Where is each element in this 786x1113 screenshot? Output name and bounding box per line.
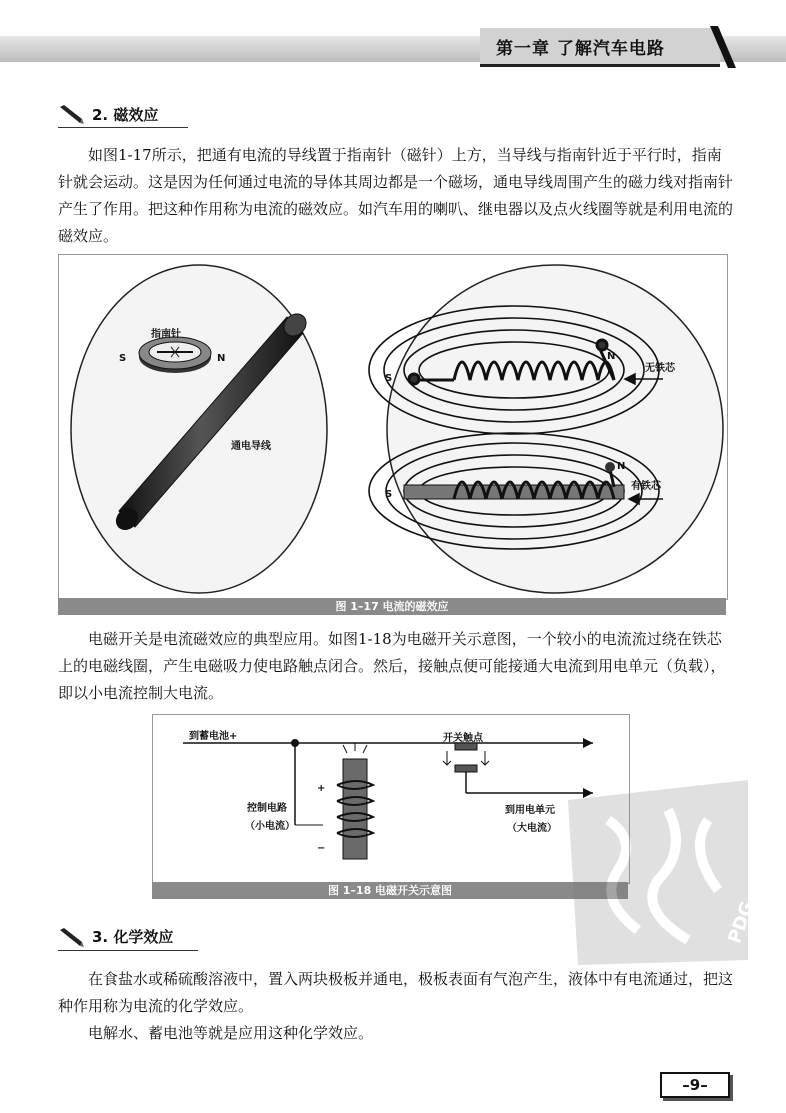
iron-core-icon	[337, 743, 373, 859]
no-core-label: 无铁芯	[645, 363, 675, 374]
figure-1-17-caption: 图 1–17 电流的磁效应	[58, 598, 726, 615]
compass-label: 指南针	[151, 329, 181, 340]
page-number: –9–	[660, 1072, 730, 1098]
with-core-label: 有铁芯	[631, 481, 661, 492]
plus-label: +	[317, 783, 326, 794]
pencil-icon-2	[58, 926, 84, 948]
section-3-paragraph-2: 电解水、蓄电池等就是应用这种化学效应。	[88, 1024, 374, 1042]
coil-bottom-pole-n: N	[617, 461, 626, 472]
section-3-paragraph-1: 在食盐水或稀硫酸溶液中，置入两块极板并通电，极板表面有气泡产生，液体中有电流通过，把这种作用称为电流的化学效应。	[58, 970, 734, 1015]
figure-1-17	[58, 254, 728, 600]
contact-label: 开关触点	[443, 733, 483, 744]
compass-pole-n: N	[217, 353, 226, 364]
coil-bottom-pole-s: S	[385, 489, 393, 500]
section-2-paragraph: 如图1-17所示，把通有电流的导线置于指南针（磁针）上方，当导线与指南针近于平行时，指南针就会运动。这是因为任何通过电流的导体其周边都是一个磁场，通电导线周围产生的磁力线对指南针产生了作用。把这种作用称为电流的磁效应。如汽车用的喇叭、继电器以及点火线圈等就是利用电流的磁效应。	[58, 146, 734, 245]
large-current-label: （大电流）	[507, 823, 557, 834]
right-oval	[387, 265, 723, 593]
header-slash-icon	[704, 24, 740, 70]
coil-top-pole-s: S	[385, 373, 393, 384]
small-current-label: （小电流）	[245, 821, 295, 832]
load-label: 到用电单元	[505, 805, 555, 816]
figure-1-17-drawing	[59, 255, 727, 599]
section-2-title: 2. 磁效应	[92, 106, 159, 124]
minus-label: −	[317, 843, 326, 854]
figure-1-18-caption: 图 1–18 电磁开关示意图	[152, 882, 628, 899]
control-circuit-label: 控制电路	[247, 803, 287, 814]
wire-label: 通电导线	[231, 441, 271, 452]
section-3-underline	[58, 950, 198, 951]
battery-label: 到蓄电池+	[189, 731, 238, 742]
coil-top-pole-n: N	[607, 351, 616, 362]
chapter-title: 第一章 了解汽车电路	[496, 39, 665, 59]
watermark-seal-icon	[548, 760, 768, 980]
section-3-title: 3. 化学效应	[92, 928, 174, 946]
watermark-text: PDG	[724, 898, 759, 947]
pencil-icon	[58, 103, 84, 125]
compass-icon	[139, 337, 211, 373]
paragraph-electromagnetic-switch: 电磁开关是电流磁效应的典型应用。如图1-18为电磁开关示意图，一个较小的电流流过绕在铁芯上的电磁线圈，产生电磁吸力使电路触点闭合。然后，接触点便可能接通大电流到用电单元（负载），即以小电流控制大电流。	[58, 630, 726, 702]
section-2-underline	[58, 127, 188, 128]
compass-pole-s: S	[119, 353, 127, 364]
